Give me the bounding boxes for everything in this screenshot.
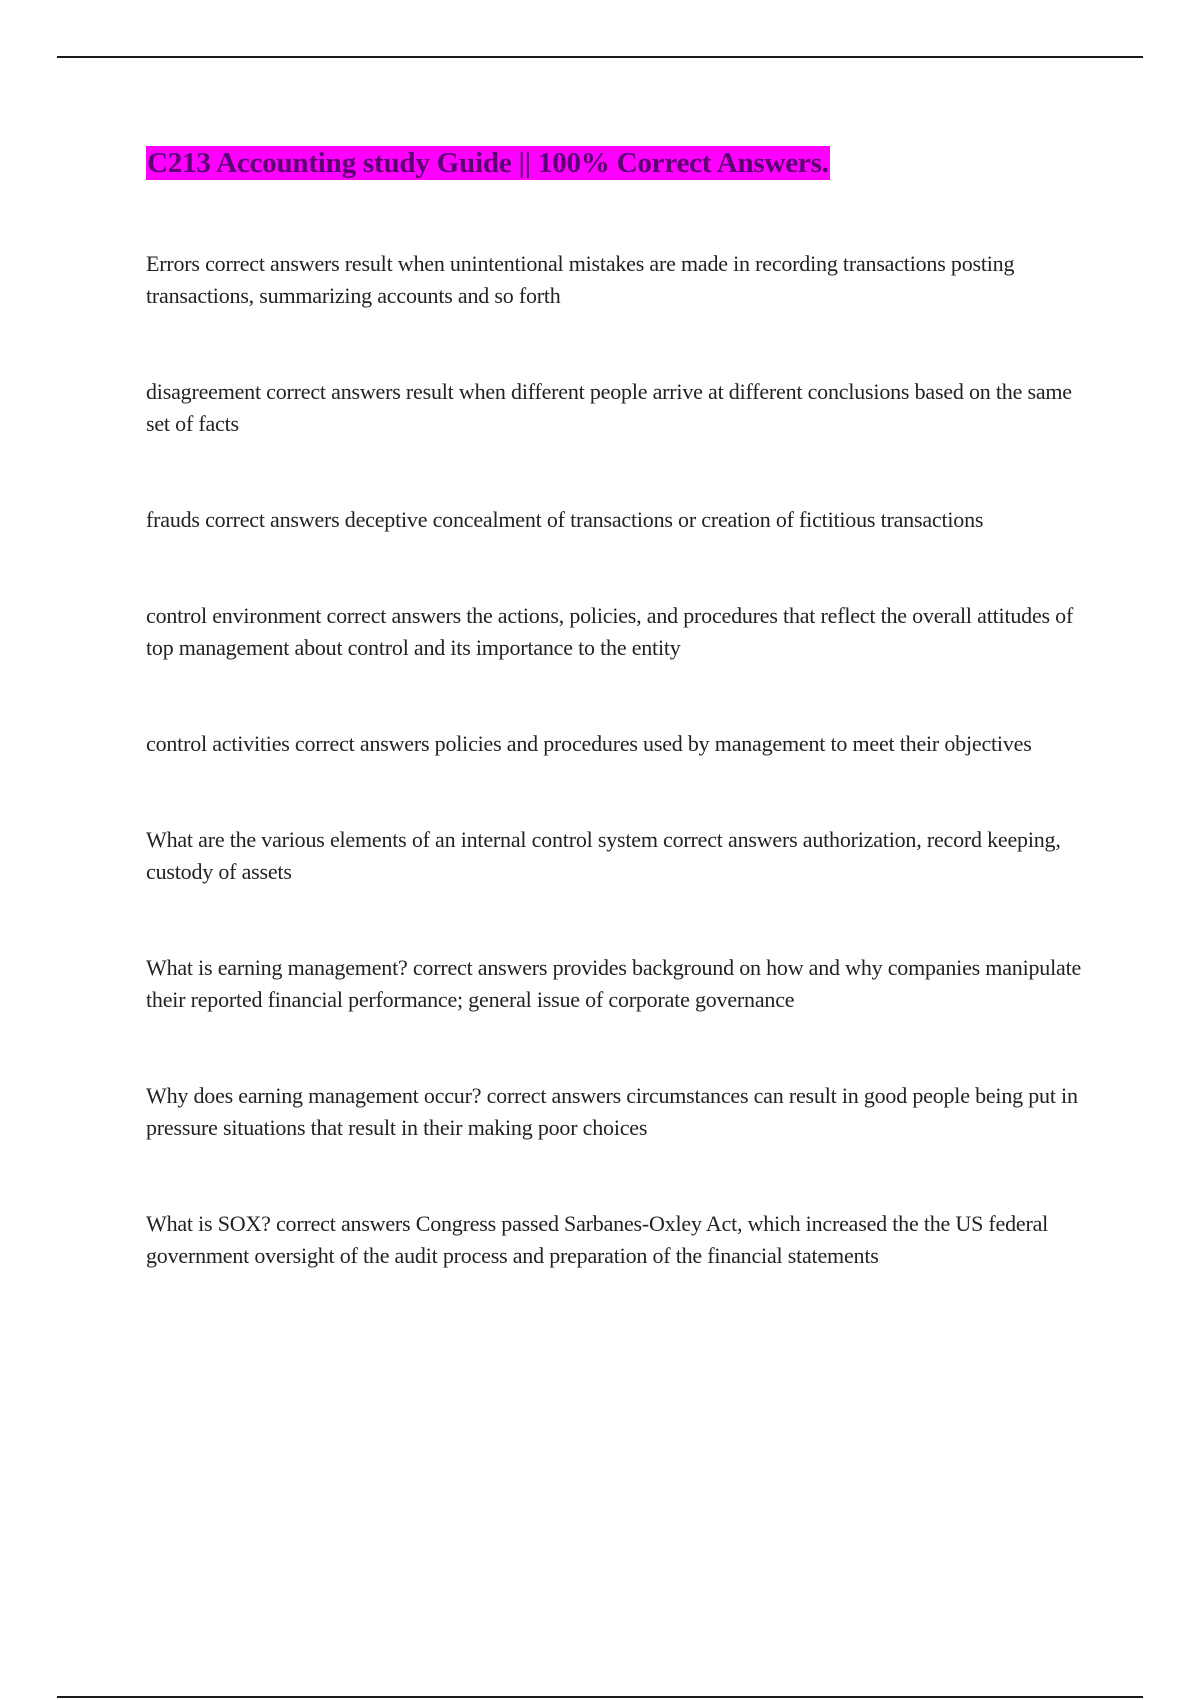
document-title: C213 Accounting study Guide || 100% Correct Answers. [147, 147, 829, 179]
entry-errors: Errors correct answers result when unintentional mistakes are made in recording transactions posting transactions, summarizing accounts and so forth [146, 251, 1015, 308]
entry-earning-management-cause: Why does earning management occur? correct answers circumstances can result in good people being put in pressure situations that result in their making poor choices [146, 1083, 1078, 1140]
entry-internal-control-elements: What are the various elements of an internal control system correct answers authorization, record keeping, custody of assets [146, 827, 1061, 884]
page-content [146, 146, 1096, 1272]
entry-control-environment: control environment correct answers the actions, policies, and procedures that reflect the overall attitudes of top management about control and its importance to the entity [146, 603, 1074, 660]
header-rule [57, 56, 1143, 58]
footer-rule [57, 1696, 1143, 1698]
entry-list [146, 248, 1096, 1272]
entry-disagreement: disagreement correct answers result when different people arrive at different conclusions based on the same set of facts [146, 379, 1072, 436]
entry-control-activities: control activities correct answers policies and procedures used by management to meet their objectives [146, 731, 1032, 756]
entry-frauds: frauds correct answers deceptive concealment of transactions or creation of fictitious transactions [146, 507, 984, 532]
entry-sox: What is SOX? correct answers Congress passed Sarbanes-Oxley Act, which increased the the US federal government oversight of the audit process and preparation of the financial statements [146, 1211, 1049, 1268]
entry-earning-management: What is earning management? correct answers provides background on how and why companies manipulate their reported financial performance; general issue of corporate governance [146, 955, 1082, 1012]
